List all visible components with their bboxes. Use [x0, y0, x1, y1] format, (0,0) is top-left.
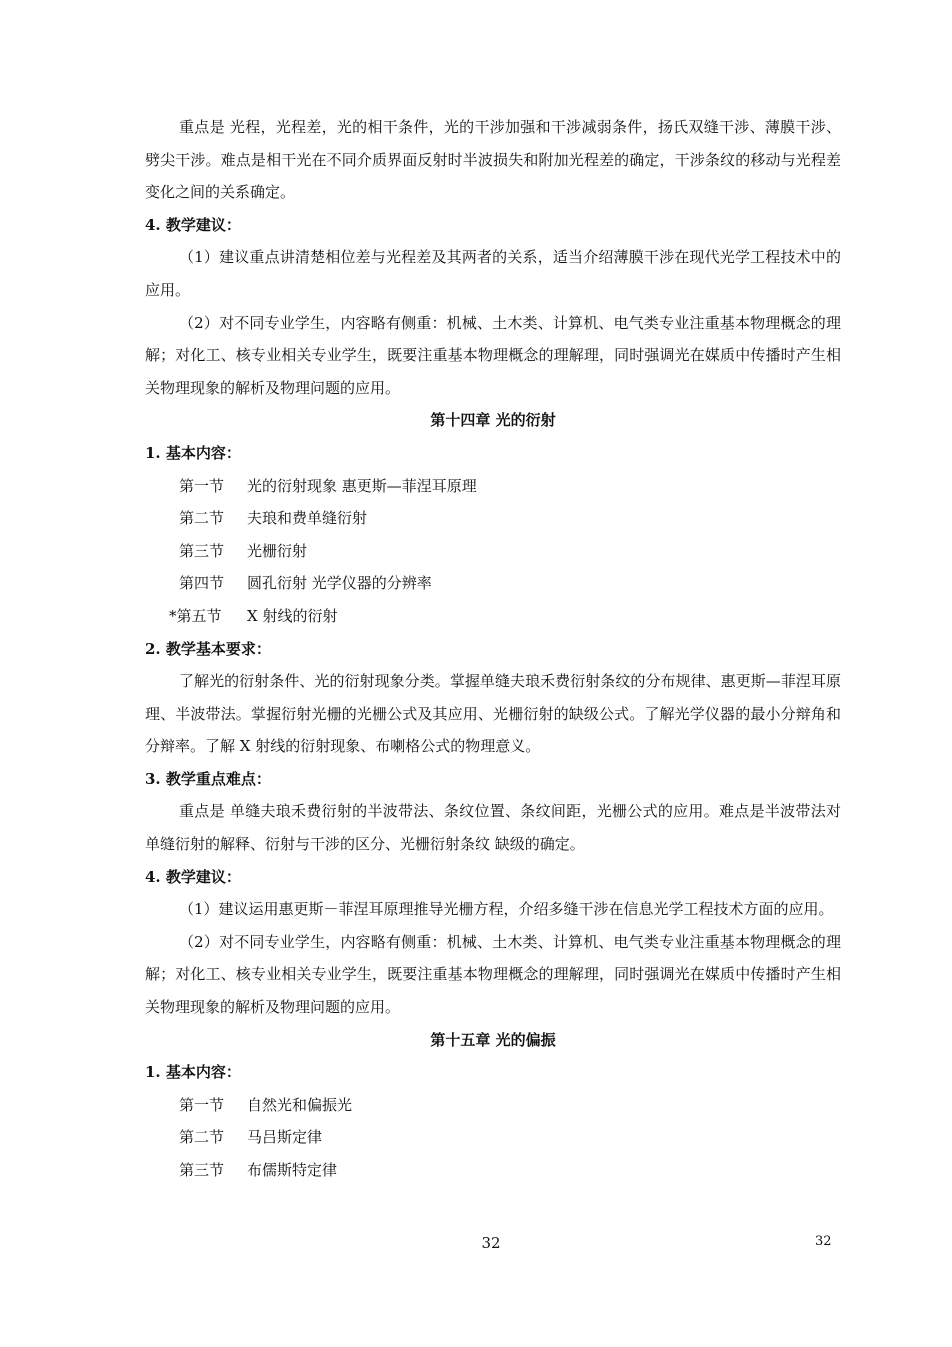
heading-teaching-advice-ch14: 4. 教学建议：	[145, 867, 241, 886]
paragraph-keypoints-ch13: 重点是 光程，光程差，光的相干条件，光的干涉加强和干涉减弱条件，扬氏双缝干涉、薄膜干涉、劈尖干涉。难点是相干光在不同介质界面反射时半波损失和附加光程差的确定，干涉条纹的移动与光程差变化之间的关系确定。	[145, 118, 841, 202]
page-number: 32	[481, 1234, 501, 1252]
section-item-ch14-1	[145, 470, 841, 503]
section-item-ch15-3	[145, 1154, 841, 1187]
section-title: X 射线的衍射	[247, 606, 338, 625]
chapter-title-14: 第十四章 光的衍射	[430, 411, 556, 430]
section-title: 光栅衍射	[247, 541, 308, 560]
paragraph-advice-2-ch14: （2）对不同专业学生，内容略有侧重：机械、土木类、计算机、电气类专业注重基本物理概念的理解；对化工、核专业相关专业学生，既要注重基本物理概念的理解理，同时强调光在媒质中传播时产生相关物理现象的解析及物理问题的应用。	[145, 932, 841, 1017]
heading-basic-content-ch14: 1. 基本内容：	[145, 443, 241, 462]
section-title: 光的衍射现象 惠更斯—菲涅耳原理	[247, 476, 477, 495]
section-title: 圆孔衍射 光学仪器的分辨率	[247, 574, 432, 593]
section-label: 第二节	[179, 1128, 225, 1147]
section-item-ch14-4	[145, 567, 841, 600]
document-body	[145, 111, 841, 1187]
section-title: 马吕斯定律	[247, 1128, 323, 1147]
chapter-title-15: 第十五章 光的偏振	[430, 1030, 556, 1049]
section-item-ch15-1	[145, 1089, 841, 1122]
page-number-corner: 32	[815, 1234, 832, 1249]
heading-keypoints-ch14: 3. 教学重点难点：	[145, 769, 271, 788]
section-item-ch14-2	[145, 502, 841, 535]
section-title: 布儒斯特定律	[247, 1161, 338, 1179]
heading-teaching-advice-ch13: 4. 教学建议：	[145, 215, 241, 234]
section-label: 第一节	[179, 476, 225, 495]
section-item-ch14-3	[145, 535, 841, 568]
section-title: 夫琅和费单缝衍射	[247, 509, 368, 528]
section-label: 第三节	[179, 1161, 225, 1179]
section-label: 第四节	[179, 574, 225, 593]
heading-requirements-ch14: 2. 教学基本要求：	[145, 639, 271, 658]
section-item-ch14-5	[145, 600, 841, 633]
heading-basic-content-ch15: 1. 基本内容：	[145, 1063, 241, 1082]
section-label: 第一节	[179, 1095, 225, 1114]
paragraph-requirements-ch14: 了解光的衍射条件、光的衍射现象分类。掌握单缝夫琅禾费衍射条纹的分布规律、惠更斯—菲涅耳原理、半波带法。掌握衍射光栅的光栅公式及其应用、光栅衍射的缺级公式。了解光学仪器的最小分辩角和分辩率。了解 X 射线的衍射现象、布喇格公式的物理意义。	[145, 672, 841, 756]
section-label: 第二节	[179, 509, 225, 528]
paragraph-keypoints-ch14: 重点是 单缝夫琅禾费衍射的半波带法、条纹位置、条纹间距，光栅公式的应用。难点是半波带法对单缝衍射的解释、衍射与干涉的区分、光栅衍射条纹 缺级的确定。	[145, 802, 841, 854]
section-label: 第三节	[179, 541, 225, 560]
paragraph-advice-1-ch13: （1）建议重点讲清楚相位差与光程差及其两者的关系，适当介绍薄膜干涉在现代光学工程技术中的应用。	[145, 248, 841, 299]
section-title: 自然光和偏振光	[247, 1095, 353, 1114]
section-label: *第五节	[169, 606, 222, 625]
paragraph-advice-2-ch13: （2）对不同专业学生，内容略有侧重：机械、土木类、计算机、电气类专业注重基本物理概念的理解；对化工、核专业相关专业学生，既要注重基本物理概念的理解理，同时强调光在媒质中传播时产生相关物理现象的解析及物理问题的应用。	[145, 313, 841, 397]
section-item-ch15-2	[145, 1121, 841, 1154]
paragraph-advice-1-ch14: （1）建议运用惠更斯－菲涅耳原理推导光栅方程，介绍多缝干涉在信息光学工程技术方面的应用。	[179, 900, 834, 919]
